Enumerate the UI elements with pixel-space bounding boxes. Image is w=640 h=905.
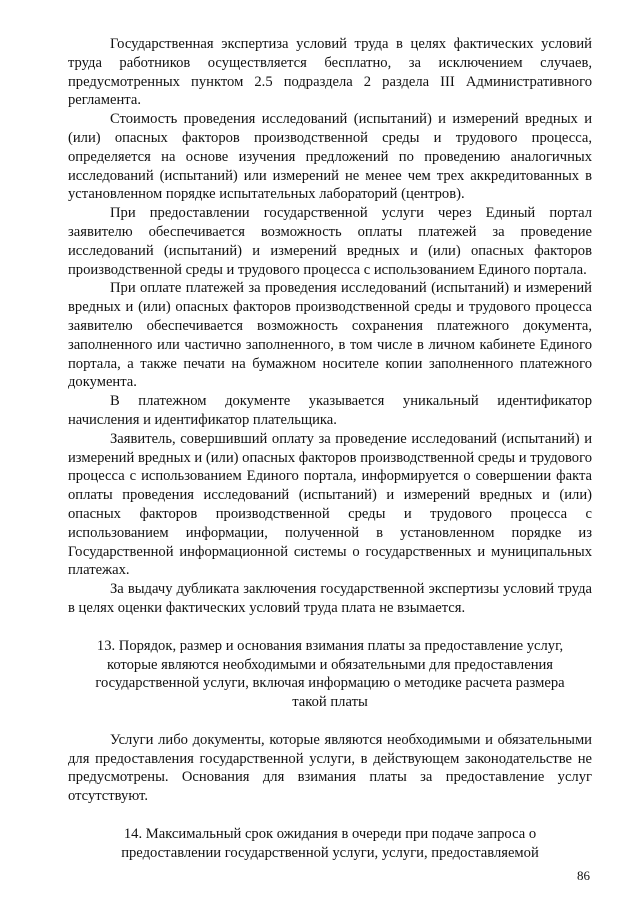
paragraph-payment-identifier: В платежном документе указывается уникальный идентификатор начисления и идентификатор плательщика. (68, 393, 592, 428)
paragraph-cost-determination: Стоимость проведения исследований (испытаний) и измерений вредных и (или) опасных факторов производственной среды и трудового процесса, определяется на основе изучения предложений по проведению аналогичных исследований (испытаний) или измерений не менее чем трех аккредитованных в установленном порядке испытательных лабораторий (центров). (68, 111, 592, 203)
paragraph-payment-notification: Заявитель, совершивший оплату за проведение исследований (испытаний) и измерений вредных и (или) опасных факторов производственной среды и трудового процесса с использованием Единого портала, информируется о совершении факта оплаты проведения исследований (испытаний) и измерений вредных и (или) опасных факторов производственной среды и трудового процесса с использованием информации, полученной в установленном порядке из Государственной информационной системы о государственных и муниципальных платежах. (68, 430, 592, 579)
paragraph-duplicate-free: За выдачу дубликата заключения государственной экспертизы условий труда в целях оценки фактических условий труда плата не взымается. (68, 581, 592, 616)
paragraph-section-13: Услуги либо документы, которые являются необходимыми и обязательными для предоставления государственной услуги, в действующем законодательстве не предусмотрены. Основания для взимания платы за предоставление услуг отсутствуют. (68, 731, 592, 805)
paragraph-payment-document-saving: При оплате платежей за проведения исследований (испытаний) и измерений вредных и (или) опасных факторов производственной среды и трудового процесса заявителю обеспечивается возможность сохранения платежного документа, заполненного или частично заполненного, в том числе в личном кабинете Единого портала, а также печати на бумажном носителе копии заполненного платежного документа. (68, 280, 592, 391)
paragraph-free-examination: Государственная экспертиза условий труда в целях фактических условий труда работников осуществляется бесплатно, за исключением случаев, предусмотренных пунктом 2.5 подраздела 2 раздела III Административного регламента. (68, 36, 592, 109)
section-heading-14: 14. Максимальный срок ожидания в очереди при подаче запроса о предоставлении государственной услуги, услуги, предоставляемой (121, 826, 539, 861)
section-heading-13: 13. Порядок, размер и основания взимания платы за предоставление услуг, которые являются необходимыми и обязательными для предоставления государственной услуги, включая информацию о методике расчета размера такой платы (95, 637, 565, 711)
paragraph-portal-payment: При предоставлении государственной услуги через Единый портал заявителю обеспечивается возможность оплаты платежей за проведение исследований (испытаний) и измерений вредных и (или) опасных факторов производственной среды и трудового процесса с использованием Единого портала. (68, 205, 592, 278)
page-number: 86 (577, 868, 590, 883)
